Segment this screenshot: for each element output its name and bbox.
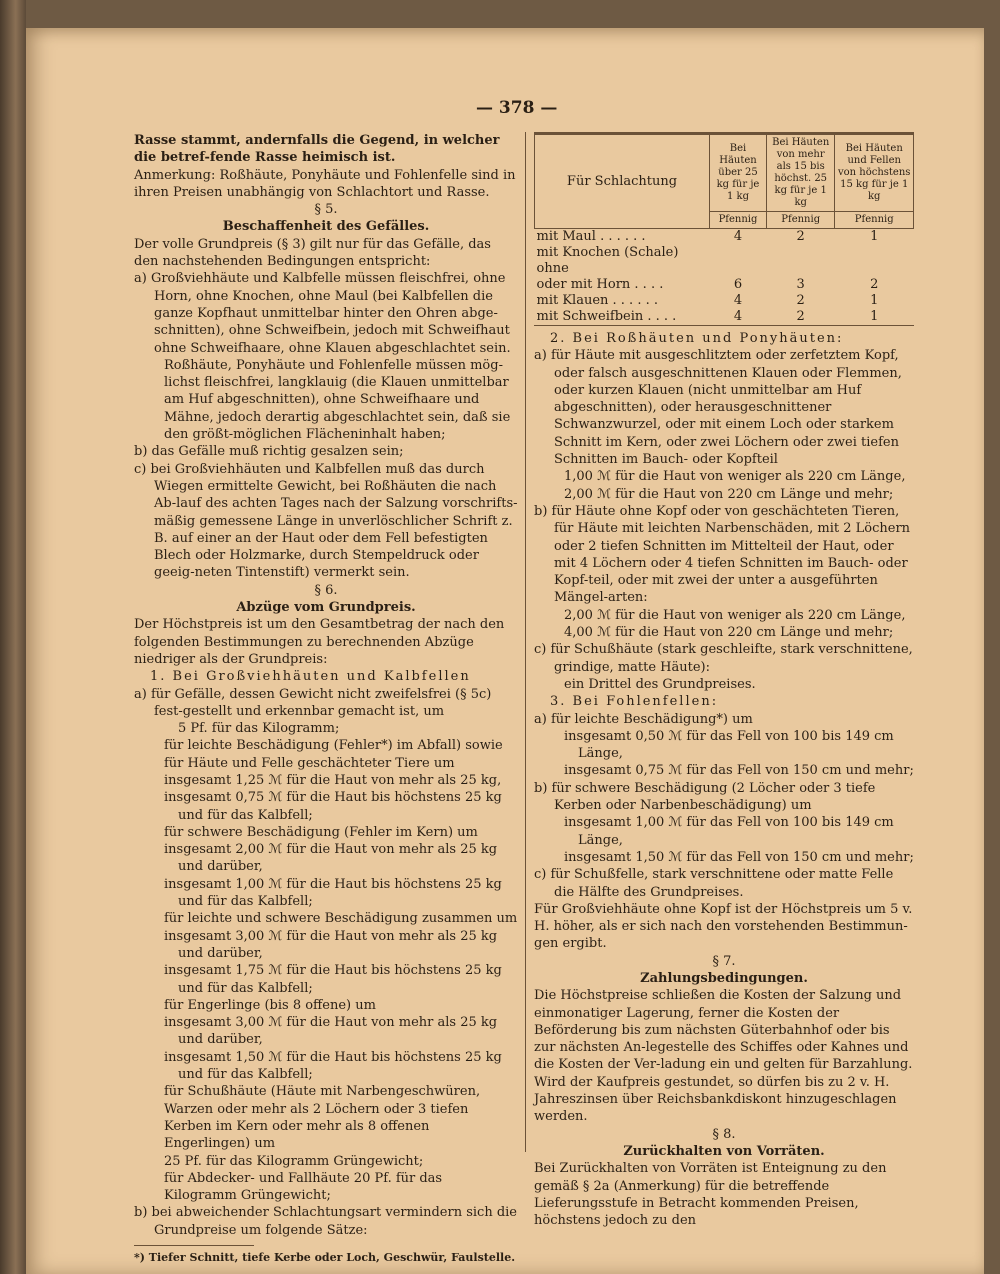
list-line: 1,00 ℳ für die Haut von weniger als 220 cm Länge, xyxy=(564,469,906,485)
table-cell: 1 xyxy=(870,293,879,308)
page-number: — 378 — xyxy=(476,98,558,118)
list-line: für Abdecker- und Fallhäute 20 Pf. für das Kilogramm Grüngewicht; xyxy=(164,1170,443,1204)
table-row xyxy=(535,277,914,293)
table-cell: oder mit Horn . . . . xyxy=(536,277,664,292)
table-header: Bei Häuten von mehr als 15 bis höchst. 25 kg für je 1 kg xyxy=(766,135,834,212)
list-item: a) für Häute mit ausgeschlitztem oder zerfetztem Kopf, oder falsch ausgeschnittenen Klauen oder Flemmen, oder kurzen Klauen (nicht unmittelbar am Huf abgeschnitten), oder herausgeschnittener Schwanzwurzel, oder mit einem Loch oder starkem Schnitt im Kern, oder zwei Löchern oder zwei tiefen Schnitten im Bauch- oder Kopfteil xyxy=(534,348,902,468)
table-unit: Pfennig xyxy=(710,212,767,229)
section-number: § 5. xyxy=(314,202,338,218)
list-line: insgesamt 1,50 ℳ für das Fell von 150 cm und mehr; xyxy=(564,849,914,865)
paragraph: Anmerkung: Roßhäute, Ponyhäute und Fohlenfelle sind in ihren Preisen unabhängig von Schlachtort und Rasse. xyxy=(134,167,516,200)
table-cell: 1 xyxy=(870,309,879,324)
section-number: § 8. xyxy=(712,1126,736,1142)
table-cell: 2 xyxy=(870,277,879,292)
list-line: und für das Kalbfell; xyxy=(178,1067,313,1083)
table-cell: 1 xyxy=(870,229,879,244)
table-cell: 2 xyxy=(796,293,805,308)
paragraph: Roßhäute, Ponyhäute und Fohlenfelle müssen mög-lichst fleischfrei, langklauig (die Klauen unmittelbar am Huf abgeschnitten), ohne Schweifhaare und Mähne, jedoch derartig abgeschlachtet sein, daß sie den größt-möglichen Flächeninhalt haben; xyxy=(164,357,511,443)
paragraph: Für Großviehhäute ohne Kopf ist der Höchstpreis um 5 v. H. höher, als er sich nach den vorstehenden Bestimmun-gen ergibt. xyxy=(534,901,913,952)
section-title: Zurückhalten von Vorräten. xyxy=(623,1143,825,1159)
table-header: Bei Häuten und Fellen von höchstens 15 kg für je 1 kg xyxy=(835,135,914,212)
section-title: Beschaffenheit des Gefälles. xyxy=(222,219,430,235)
paragraph: Bei Zurückhalten von Vorräten ist Enteignung zu den gemäß § 2a (Anmerkung) für die betreffende Lieferungsstufe in Betracht kommenden Preisen, höchstens jedoch zu den xyxy=(534,1161,887,1229)
list-line: und darüber, xyxy=(178,1032,263,1048)
subheading: 1. Bei Großviehhäuten und Kalbfellen xyxy=(150,669,471,685)
list-line: für schwere Beschädigung (Fehler im Kern) um xyxy=(164,824,478,840)
list-item: c) bei Großviehhäuten und Kalbfellen muß das durch Wiegen ermittelte Gewicht, bei Roßhäuten die nach Ab-lauf des achten Tages nach der Salzung vorschrifts-mäßig gemessene Länge in unverlöschlicher Schrift z. B. auf einer an der Haut oder dem Fell befestigten Blech oder Holzmarke, durch Stempeldruck oder geeig-neten Tintenstift) vermerkt sein. xyxy=(134,461,518,581)
table-cell: 3 xyxy=(796,277,805,292)
list-item: b) das Gefälle muß richtig gesalzen sein; xyxy=(134,444,404,460)
list-line: und darüber, xyxy=(178,859,263,875)
list-item: b) bei abweichender Schlachtungsart vermindern sich die Grundpreise um folgende Sätze: xyxy=(134,1205,517,1238)
list-line: insgesamt 1,25 ℳ für die Haut von mehr als 25 kg, xyxy=(164,772,502,788)
section-number: § 7. xyxy=(712,953,736,969)
table-unit: Pfennig xyxy=(766,212,834,229)
list-line: für leichte und schwere Beschädigung zusammen um xyxy=(164,911,518,927)
table-cell: mit Schweifbein . . . . xyxy=(536,309,677,324)
list-item: b) für Häute ohne Kopf oder von geschächteten Tieren, für Häute mit leichten Narbenschäden, mit 2 Löchern oder 2 tiefen Schnitten im Mittelteil der Haut, oder mit 4 Löchern oder 4 tiefen Schnitten im Bauch- oder Kopf-teil, oder mit zwei der unter a ausgeführten Mängel-arten: xyxy=(534,503,911,606)
table-cell: 2 xyxy=(796,229,805,244)
list-line: insgesamt 1,75 ℳ für die Haut bis höchstens 25 kg xyxy=(164,963,502,979)
list-line: für leichte Beschädigung (Fehler*) im Abfall) sowie für Häute und Felle geschächteter Tiere um xyxy=(164,738,503,771)
section-number: § 6. xyxy=(314,582,338,598)
list-item: c) für Schußhäute (stark geschleifte, stark verschnittene, grindige, matte Häute): xyxy=(534,642,913,675)
list-line: für Engerlinge (bis 8 offene) um xyxy=(164,997,376,1013)
table-cell: mit Klauen . . . . . . xyxy=(536,293,658,308)
list-line: Länge, xyxy=(578,832,623,848)
subheading: 3. Bei Fohlenfellen: xyxy=(550,694,719,710)
section-title: Zahlungsbedingungen. xyxy=(640,970,808,986)
table-cell: mit Maul . . . . . . xyxy=(536,229,646,244)
paragraph: Wird der Kaufpreis gestundet, so dürfen bis zu 2 v. H. Jahreszinsen über Reichsbankdiskont hinzugeschlagen werden. xyxy=(534,1074,897,1125)
left-column xyxy=(134,132,518,1266)
list-line: insgesamt 1,00 ℳ für die Haut bis höchstens 25 kg xyxy=(164,876,502,892)
footnote: *) Tiefer Schnitt, tiefe Kerbe oder Loch, Geschwür, Faulstelle. xyxy=(134,1251,516,1264)
list-line: insgesamt 1,00 ℳ für das Fell von 100 bis 149 cm xyxy=(564,815,894,831)
paragraph: Der Höchstpreis ist um den Gesamtbetrag der nach den folgenden Bestimmungen zu berechnenden Abzüge niedriger als der Grundpreis: xyxy=(134,617,505,667)
list-item: c) für Schußfelle, stark verschnittene oder matte Felle die Hälfte des Grundpreises. xyxy=(534,867,894,900)
subheading: 2. Bei Roßhäuten und Ponyhäuten: xyxy=(550,331,844,346)
table-cell: 4 xyxy=(733,309,743,324)
list-line: insgesamt 3,00 ℳ für die Haut von mehr als 25 kg xyxy=(164,1015,498,1031)
list-item: a) für leichte Beschädigung*) um xyxy=(534,711,753,727)
list-line: und darüber, xyxy=(178,945,263,961)
list-line: ein Drittel des Grundpreises. xyxy=(564,676,756,692)
list-line: Länge, xyxy=(578,746,623,762)
footnote-rule xyxy=(134,1245,254,1246)
list-line: insgesamt 0,75 ℳ für die Haut bis höchstens 25 kg xyxy=(164,790,502,806)
table-header: Für Schlachtung xyxy=(535,135,710,229)
table-cell: 4 xyxy=(733,293,743,308)
list-line: und für das Kalbfell; xyxy=(178,807,313,823)
list-line: insgesamt 2,00 ℳ für die Haut von mehr als 25 kg xyxy=(164,842,498,858)
table-row xyxy=(535,309,914,325)
table-row xyxy=(535,245,914,277)
table-cell: 6 xyxy=(733,277,743,292)
list-line: insgesamt 3,00 ℳ für die Haut von mehr als 25 kg xyxy=(164,928,498,944)
paragraph: Der volle Grundpreis (§ 3) gilt nur für das Gefälle, das den nachstehenden Bedingungen entspricht: xyxy=(134,236,491,270)
column-divider xyxy=(525,132,526,1152)
list-line: insgesamt 0,75 ℳ für das Fell von 150 cm und mehr; xyxy=(564,763,914,779)
list-line: und für das Kalbfell; xyxy=(178,894,313,910)
section-title: Abzüge vom Grundpreis. xyxy=(236,600,416,616)
list-item: a) Großviehhäute und Kalbfelle müssen fleischfrei, ohne Horn, ohne Knochen, ohne Maul (bei Kalbfellen die ganze Kopfhaut unmittelbar hinter den Ohren abge-schnitten), ohne Schweifbein, jedoch mit Schweifhaut ohne Schweifhaare, ohne Klauen abgeschlachtet sein. xyxy=(134,271,511,356)
table-header-row xyxy=(535,135,914,212)
book-cover-edge xyxy=(0,0,26,1274)
list-line: 2,00 ℳ für die Haut von 220 cm Länge und mehr; xyxy=(564,486,894,502)
list-line: 4,00 ℳ für die Haut von 220 cm Länge und mehr; xyxy=(564,625,894,641)
table-cell: 2 xyxy=(796,309,805,324)
table-cell: 4 xyxy=(733,229,743,244)
deduction-table-wrapper xyxy=(534,132,914,326)
table-cell xyxy=(835,245,914,277)
table-cell xyxy=(766,245,834,277)
table-cell: mit Knochen (Schale) ohne xyxy=(536,245,679,276)
list-line: und für das Kalbfell; xyxy=(178,980,313,996)
table-unit: Pfennig xyxy=(835,212,914,229)
paragraph: Die Höchstpreise schließen die Kosten der Salzung und einmonatiger Lagerung, ferner die Kosten der Beförderung bis zum nächsten Güterbahnhof oder bis zur nächsten An-legestelle des Schiffes oder Kahnes und die Kosten der Ver-ladung ein und gelten für Barzahlung. xyxy=(534,988,913,1073)
table-row xyxy=(535,293,914,309)
table-cell xyxy=(710,245,767,277)
list-line: 25 Pf. für das Kilogramm Grüngewicht; xyxy=(164,1153,424,1169)
table-header: Bei Häuten über 25 kg für je 1 kg xyxy=(710,135,767,212)
list-line: insgesamt 0,50 ℳ für das Fell von 100 bis 149 cm xyxy=(564,728,894,744)
list-line: insgesamt 1,50 ℳ für die Haut bis höchstens 25 kg xyxy=(164,1049,502,1065)
paragraph: Rasse stammt, andernfalls die Gegend, in welcher die betref-fende Rasse heimisch ist. xyxy=(134,133,500,166)
right-column xyxy=(534,132,914,1229)
table-row xyxy=(535,229,914,246)
list-item: b) für schwere Beschädigung (2 Löcher oder 3 tiefe Kerben oder Narbenbeschädigung) um xyxy=(534,780,876,814)
deduction-table xyxy=(534,134,914,325)
list-item: a) für Gefälle, dessen Gewicht nicht zweifelsfrei (§ 5c) fest-gestellt und erkennbar gemacht ist, um xyxy=(134,686,492,719)
list-line: 5 Pf. für das Kilogramm; xyxy=(178,721,340,737)
list-line: für Schußhäute (Häute mit Narbengeschwüren, Warzen oder mehr als 2 Löchern oder 3 tiefen Kerben im Kern oder mehr als 8 offenen Engerlingen) um xyxy=(164,1084,481,1152)
list-line: 2,00 ℳ für die Haut von weniger als 220 cm Länge, xyxy=(564,607,906,623)
